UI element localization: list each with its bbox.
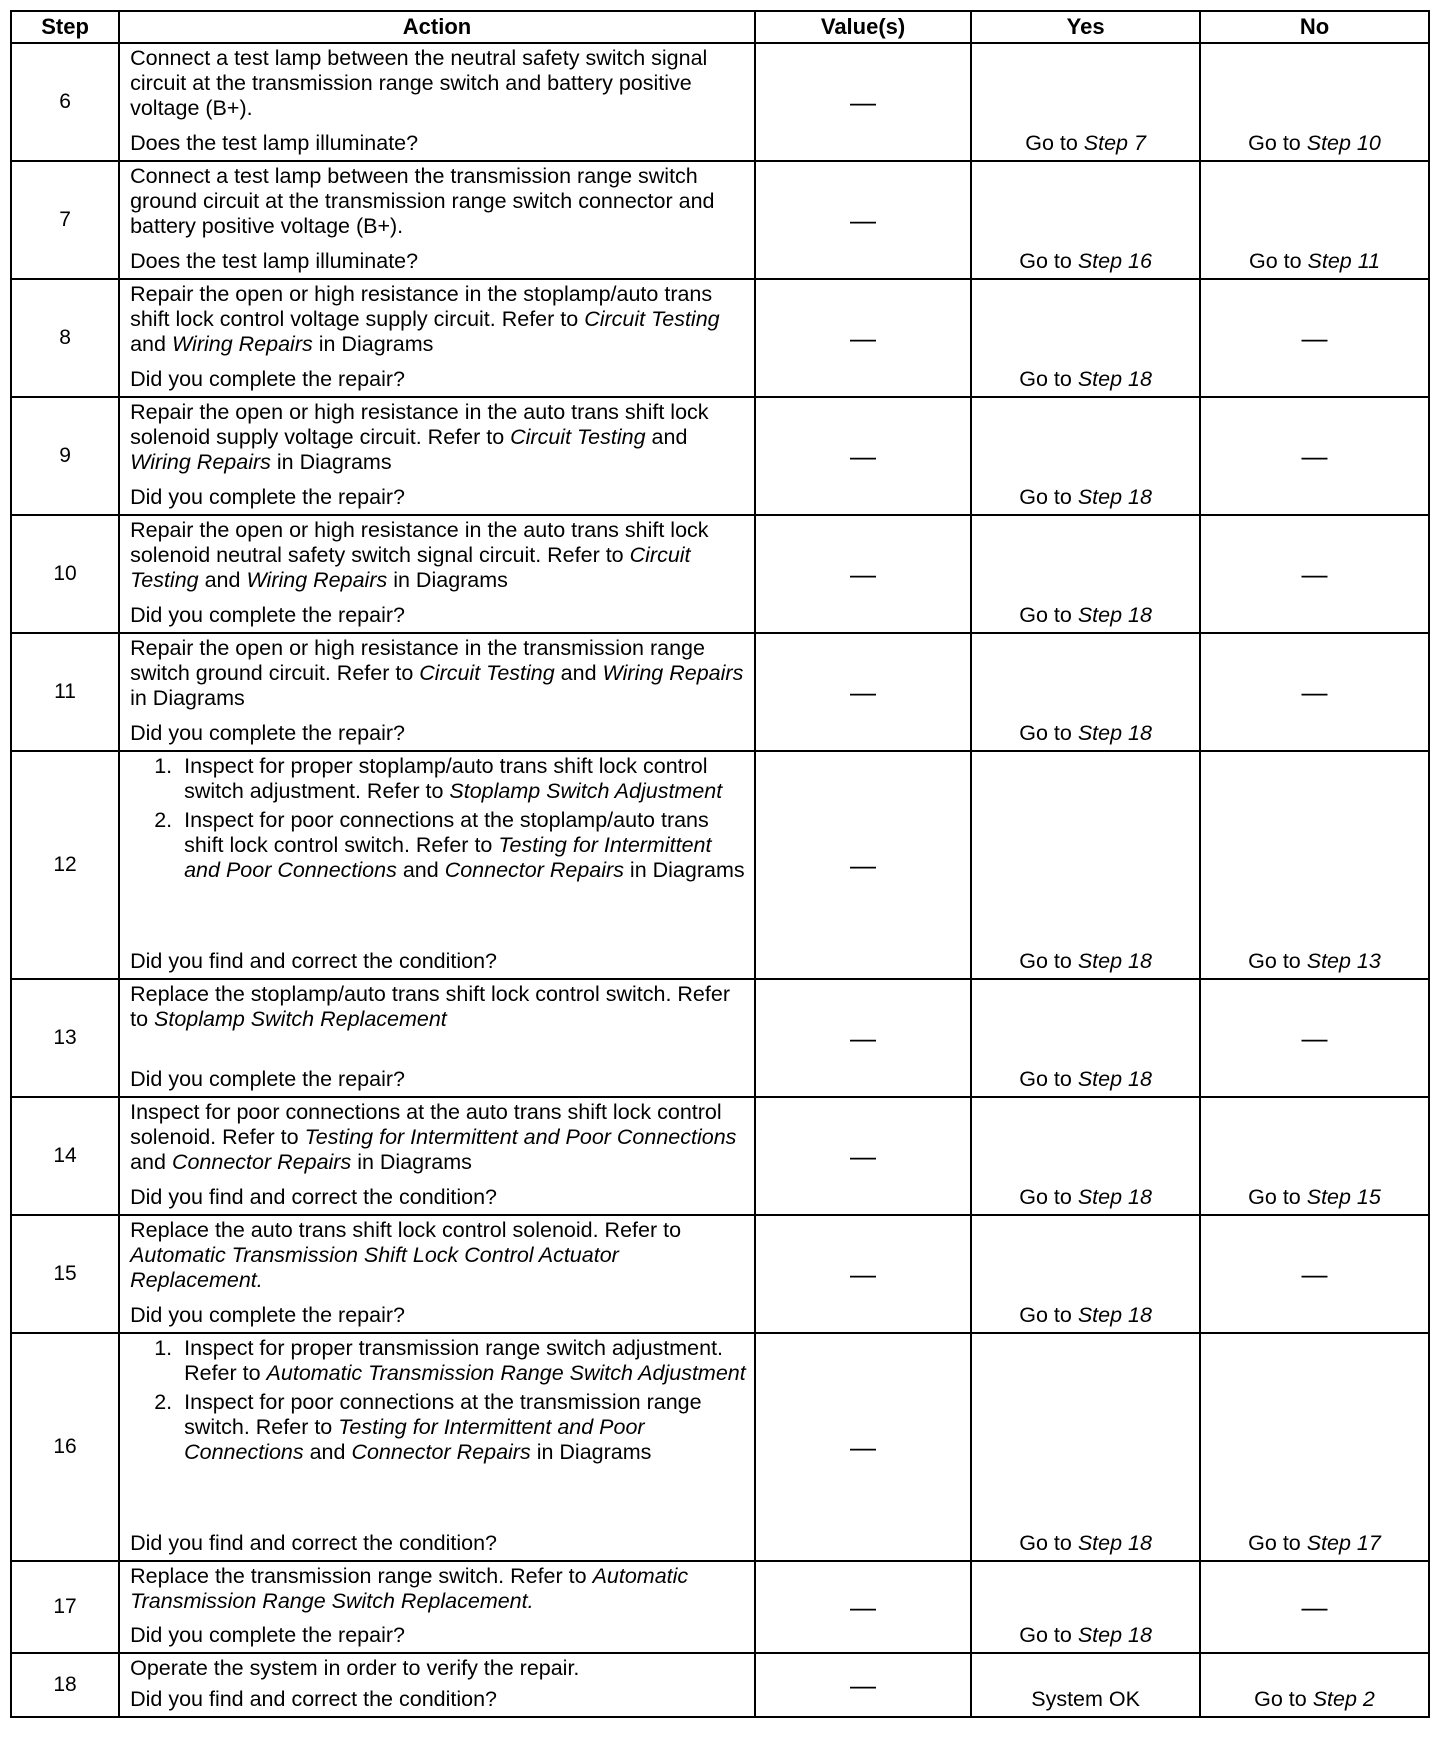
text-segment: Repair the open or high resistance in the auto trans shift lock solenoid supply voltage circuit. Refer to bbox=[130, 400, 709, 449]
action-cell bbox=[119, 43, 755, 161]
text-segment: and bbox=[645, 425, 688, 449]
yes-result-step: Step 18 bbox=[1077, 485, 1152, 509]
action-list-item bbox=[178, 1336, 746, 1386]
yes-result bbox=[971, 979, 1200, 1097]
text-segment: Inspect for poor connections at the transmission range switch. Refer to bbox=[184, 1390, 702, 1439]
action-question: Does the test lamp illuminate? bbox=[130, 249, 419, 273]
no-result-step: Step 2 bbox=[1312, 1687, 1375, 1711]
yes-result-text: Go to bbox=[1019, 1623, 1078, 1647]
action-list-item bbox=[178, 754, 746, 804]
action-question: Did you complete the repair? bbox=[130, 367, 405, 391]
text-segment: in Diagrams bbox=[312, 332, 434, 356]
yes-result-step: Step 18 bbox=[1077, 1623, 1152, 1647]
action-text bbox=[130, 982, 746, 1032]
action-wrap bbox=[130, 982, 746, 1092]
header-row bbox=[11, 11, 1429, 43]
reference-text: Connector Repairs bbox=[444, 858, 624, 882]
header-yes: Yes bbox=[971, 11, 1200, 43]
action-body bbox=[130, 636, 746, 711]
yes-result bbox=[971, 515, 1200, 633]
value-cell: — bbox=[755, 633, 971, 751]
text-segment: and bbox=[130, 1150, 172, 1174]
action-text bbox=[130, 164, 746, 239]
action-body bbox=[130, 982, 746, 1032]
yes-result-text: Go to bbox=[1019, 249, 1078, 273]
action-text bbox=[130, 1218, 746, 1293]
reference-text: Wiring Repairs bbox=[246, 568, 388, 592]
action-text bbox=[130, 400, 746, 475]
action-wrap bbox=[130, 400, 746, 510]
action-text bbox=[130, 1100, 746, 1175]
action-cell bbox=[119, 751, 755, 979]
text-segment: Operate the system in order to verify the repair. bbox=[130, 1656, 580, 1680]
header-action: Action bbox=[119, 11, 755, 43]
no-result bbox=[1200, 279, 1429, 397]
action-cell bbox=[119, 515, 755, 633]
table-body bbox=[11, 43, 1429, 1717]
action-question: Did you find and correct the condition? bbox=[130, 1531, 498, 1555]
step-number: 14 bbox=[11, 1097, 119, 1215]
action-wrap bbox=[130, 1218, 746, 1328]
yes-result-text: Go to bbox=[1019, 1531, 1078, 1555]
table-row bbox=[11, 161, 1429, 279]
action-text bbox=[130, 1656, 746, 1681]
yes-result bbox=[971, 1097, 1200, 1215]
table-row bbox=[11, 1561, 1429, 1653]
no-result-text: Go to bbox=[1248, 949, 1307, 973]
step-number: 8 bbox=[11, 279, 119, 397]
text-segment: in Diagrams bbox=[387, 568, 508, 592]
action-list-item bbox=[178, 808, 746, 883]
yes-result-text: Go to bbox=[1025, 131, 1084, 155]
value-cell: — bbox=[755, 1333, 971, 1561]
text-segment: Replace the stoplamp/auto trans shift lock control switch. Refer to bbox=[130, 982, 730, 1031]
step-number: 15 bbox=[11, 1215, 119, 1333]
value-cell: — bbox=[755, 279, 971, 397]
table-row bbox=[11, 1215, 1429, 1333]
yes-result bbox=[971, 1561, 1200, 1653]
yes-result bbox=[971, 751, 1200, 979]
text-segment: in Diagrams bbox=[623, 858, 745, 882]
yes-result bbox=[971, 1333, 1200, 1561]
step-number: 16 bbox=[11, 1333, 119, 1561]
no-result bbox=[1200, 397, 1429, 515]
text-segment: and bbox=[303, 1440, 352, 1464]
header-step: Step bbox=[11, 11, 119, 43]
yes-result-step: Step 18 bbox=[1077, 603, 1152, 627]
no-result bbox=[1200, 43, 1429, 161]
yes-result-step: Step 18 bbox=[1077, 721, 1152, 745]
header-no: No bbox=[1200, 11, 1429, 43]
reference-text: Connector Repairs bbox=[351, 1440, 531, 1464]
action-question: Did you find and correct the condition? bbox=[130, 1185, 498, 1209]
action-body bbox=[130, 46, 746, 121]
action-text bbox=[130, 282, 746, 357]
yes-result bbox=[971, 1653, 1200, 1717]
text-segment: and bbox=[198, 568, 247, 592]
action-question: Did you find and correct the condition? bbox=[130, 949, 498, 973]
table-row bbox=[11, 43, 1429, 161]
action-body bbox=[130, 282, 746, 357]
action-text bbox=[130, 1564, 746, 1614]
yes-result bbox=[971, 397, 1200, 515]
step-number: 7 bbox=[11, 161, 119, 279]
action-wrap bbox=[130, 1656, 746, 1712]
action-cell bbox=[119, 1653, 755, 1717]
action-body bbox=[130, 1336, 746, 1469]
table-row bbox=[11, 1653, 1429, 1717]
action-wrap bbox=[130, 164, 746, 274]
action-question: Did you complete the repair? bbox=[130, 485, 405, 509]
text-segment: in Diagrams bbox=[351, 1150, 472, 1174]
text-segment: Inspect for poor connections at the stoplamp/auto trans shift lock control switch. Refer to bbox=[184, 808, 709, 857]
no-result-text: Go to bbox=[1248, 131, 1307, 155]
step-number: 10 bbox=[11, 515, 119, 633]
value-cell: — bbox=[755, 161, 971, 279]
reference-text: Wiring Repairs bbox=[130, 450, 271, 474]
diagnostic-table bbox=[10, 10, 1430, 1718]
no-result bbox=[1200, 1333, 1429, 1561]
action-question: Did you complete the repair? bbox=[130, 603, 405, 627]
yes-result-step: Step 18 bbox=[1077, 1067, 1152, 1091]
table-row bbox=[11, 1333, 1429, 1561]
yes-result bbox=[971, 161, 1200, 279]
action-wrap bbox=[130, 1336, 746, 1556]
action-body bbox=[130, 754, 746, 887]
reference-text: Circuit Testing bbox=[130, 543, 691, 592]
action-wrap bbox=[130, 518, 746, 628]
table-row bbox=[11, 279, 1429, 397]
no-result bbox=[1200, 161, 1429, 279]
header-values: Value(s) bbox=[755, 11, 971, 43]
text-segment: Inspect for poor connections at the auto trans shift lock control solenoid. Refer to bbox=[130, 1100, 722, 1149]
action-body bbox=[130, 1100, 746, 1175]
no-result bbox=[1200, 1097, 1429, 1215]
reference-text: Testing for Intermittent and Poor Connections bbox=[304, 1125, 737, 1149]
yes-result-step: Step 18 bbox=[1077, 1303, 1152, 1327]
action-wrap bbox=[130, 1100, 746, 1210]
action-list bbox=[130, 1336, 746, 1465]
reference-text: Stoplamp Switch Replacement bbox=[154, 1007, 447, 1031]
table-row bbox=[11, 751, 1429, 979]
yes-result-step: Step 18 bbox=[1077, 367, 1152, 391]
table-row bbox=[11, 633, 1429, 751]
action-cell bbox=[119, 1561, 755, 1653]
action-wrap bbox=[130, 636, 746, 746]
yes-result-step: Step 7 bbox=[1083, 131, 1146, 155]
no-result-text: — bbox=[1301, 1259, 1328, 1289]
reference-text: Wiring Repairs bbox=[171, 332, 313, 356]
no-result-text: Go to bbox=[1248, 249, 1308, 273]
action-wrap bbox=[130, 1564, 746, 1648]
action-wrap bbox=[130, 46, 746, 156]
no-result-step: Step 17 bbox=[1306, 1531, 1381, 1555]
no-result bbox=[1200, 1561, 1429, 1653]
action-wrap bbox=[130, 282, 746, 392]
yes-result bbox=[971, 279, 1200, 397]
no-result-step: Step 15 bbox=[1306, 1185, 1381, 1209]
text-segment: Repair the open or high resistance in the auto trans shift lock solenoid neutral safety switch signal circuit. Refer to bbox=[130, 518, 709, 567]
no-result bbox=[1200, 979, 1429, 1097]
action-list bbox=[130, 754, 746, 883]
no-result-text: — bbox=[1301, 1023, 1328, 1053]
reference-text: Circuit Testing bbox=[584, 307, 720, 331]
action-cell bbox=[119, 397, 755, 515]
no-result-text: Go to bbox=[1248, 1185, 1307, 1209]
reference-text: Connector Repairs bbox=[171, 1150, 352, 1174]
action-body bbox=[130, 1218, 746, 1293]
no-result-text: — bbox=[1301, 559, 1328, 589]
action-body bbox=[130, 1564, 746, 1614]
text-segment: Replace the auto trans shift lock control solenoid. Refer to bbox=[130, 1218, 682, 1242]
action-question: Does the test lamp illuminate? bbox=[130, 131, 419, 155]
yes-result-step: Step 18 bbox=[1077, 949, 1152, 973]
action-text bbox=[130, 518, 746, 593]
no-result-step: Step 11 bbox=[1307, 249, 1381, 273]
action-question: Did you complete the repair? bbox=[130, 1067, 405, 1091]
yes-result-text: Go to bbox=[1019, 949, 1078, 973]
action-cell bbox=[119, 161, 755, 279]
no-result-step: Step 10 bbox=[1306, 131, 1381, 155]
action-list-item bbox=[178, 1390, 746, 1465]
value-cell: — bbox=[755, 979, 971, 1097]
no-result-step: Step 13 bbox=[1306, 949, 1381, 973]
no-result bbox=[1200, 751, 1429, 979]
reference-text: Circuit Testing bbox=[510, 425, 646, 449]
action-question: Did you complete the repair? bbox=[130, 1623, 405, 1647]
text-segment: and bbox=[554, 661, 603, 685]
no-result-text: — bbox=[1301, 323, 1328, 353]
reference-text: Automatic Transmission Range Switch Adjustment bbox=[266, 1361, 746, 1385]
table-row bbox=[11, 397, 1429, 515]
yes-result-text: Go to bbox=[1019, 367, 1078, 391]
no-result-text: — bbox=[1301, 677, 1328, 707]
no-result bbox=[1200, 515, 1429, 633]
step-number: 18 bbox=[11, 1653, 119, 1717]
text-segment: Inspect for proper stoplamp/auto trans shift lock control switch adjustment. Refer to bbox=[184, 754, 708, 803]
value-cell: — bbox=[755, 1561, 971, 1653]
table-row bbox=[11, 515, 1429, 633]
yes-result-text: Go to bbox=[1019, 603, 1078, 627]
step-number: 11 bbox=[11, 633, 119, 751]
text-segment: in Diagrams bbox=[130, 686, 245, 710]
no-result-text: Go to bbox=[1254, 1687, 1313, 1711]
text-segment: Repair the open or high resistance in the transmission range switch ground circuit. Refer to bbox=[130, 636, 705, 685]
yes-result-step: Step 18 bbox=[1077, 1531, 1152, 1555]
value-cell: — bbox=[755, 751, 971, 979]
yes-result-text: Go to bbox=[1019, 1067, 1078, 1091]
reference-text: Testing for Intermittent and Poor Connections bbox=[184, 833, 712, 882]
action-question: Did you complete the repair? bbox=[130, 721, 405, 745]
action-question: Did you complete the repair? bbox=[130, 1303, 405, 1327]
yes-result-step: Step 18 bbox=[1077, 1185, 1152, 1209]
text-segment: Connect a test lamp between the neutral safety switch signal circuit at the transmission range switch and battery positive voltage (B+). bbox=[130, 46, 708, 120]
text-segment: Connect a test lamp between the transmission range switch ground circuit at the transmission range switch connector and battery positive voltage (B+). bbox=[130, 164, 715, 238]
action-text bbox=[130, 46, 746, 121]
no-result bbox=[1200, 633, 1429, 751]
step-number: 9 bbox=[11, 397, 119, 515]
action-cell bbox=[119, 1215, 755, 1333]
yes-result-text: Go to bbox=[1019, 485, 1078, 509]
no-result bbox=[1200, 1653, 1429, 1717]
yes-result bbox=[971, 633, 1200, 751]
text-segment: Replace the transmission range switch. Refer to bbox=[130, 1564, 593, 1588]
action-question: Did you find and correct the condition? bbox=[130, 1687, 498, 1711]
yes-result bbox=[971, 43, 1200, 161]
no-result-text: — bbox=[1301, 1592, 1328, 1622]
value-cell: — bbox=[755, 1653, 971, 1717]
text-segment: and bbox=[396, 858, 445, 882]
action-body bbox=[130, 164, 746, 239]
step-number: 13 bbox=[11, 979, 119, 1097]
action-cell bbox=[119, 633, 755, 751]
value-cell: — bbox=[755, 1215, 971, 1333]
step-number: 12 bbox=[11, 751, 119, 979]
reference-text: Automatic Transmission Shift Lock Control Actuator Replacement. bbox=[130, 1243, 619, 1292]
yes-result-step: Step 16 bbox=[1077, 249, 1152, 273]
action-body bbox=[130, 1656, 746, 1681]
text-segment: Repair the open or high resistance in the stoplamp/auto trans shift lock control voltage supply circuit. Refer to bbox=[130, 282, 713, 331]
action-cell bbox=[119, 1333, 755, 1561]
no-result-text: Go to bbox=[1248, 1531, 1307, 1555]
action-body bbox=[130, 400, 746, 475]
reference-text: Stoplamp Switch Adjustment bbox=[449, 779, 723, 803]
table-row bbox=[11, 1097, 1429, 1215]
text-segment: Inspect for proper transmission range switch adjustment. Refer to bbox=[184, 1336, 724, 1385]
reference-text: Automatic Transmission Range Switch Replacement. bbox=[130, 1564, 689, 1613]
reference-text: Testing for Intermittent and Poor Connections bbox=[184, 1415, 645, 1464]
action-body bbox=[130, 518, 746, 593]
step-number: 17 bbox=[11, 1561, 119, 1653]
no-result bbox=[1200, 1215, 1429, 1333]
action-wrap bbox=[130, 754, 746, 974]
table-row bbox=[11, 979, 1429, 1097]
value-cell: — bbox=[755, 43, 971, 161]
value-cell: — bbox=[755, 515, 971, 633]
action-cell bbox=[119, 979, 755, 1097]
yes-result-text: Go to bbox=[1019, 721, 1078, 745]
text-segment: in Diagrams bbox=[270, 450, 392, 474]
reference-text: Wiring Repairs bbox=[602, 661, 744, 685]
text-segment: and bbox=[130, 332, 172, 356]
reference-text: Circuit Testing bbox=[419, 661, 555, 685]
value-cell: — bbox=[755, 397, 971, 515]
action-cell bbox=[119, 279, 755, 397]
text-segment: in Diagrams bbox=[530, 1440, 652, 1464]
yes-result-text: Go to bbox=[1019, 1303, 1078, 1327]
yes-result-text: System OK bbox=[1031, 1687, 1140, 1711]
yes-result bbox=[971, 1215, 1200, 1333]
value-cell: — bbox=[755, 1097, 971, 1215]
step-number: 6 bbox=[11, 43, 119, 161]
yes-result-text: Go to bbox=[1019, 1185, 1078, 1209]
action-cell bbox=[119, 1097, 755, 1215]
action-text bbox=[130, 636, 746, 711]
no-result-text: — bbox=[1301, 441, 1328, 471]
